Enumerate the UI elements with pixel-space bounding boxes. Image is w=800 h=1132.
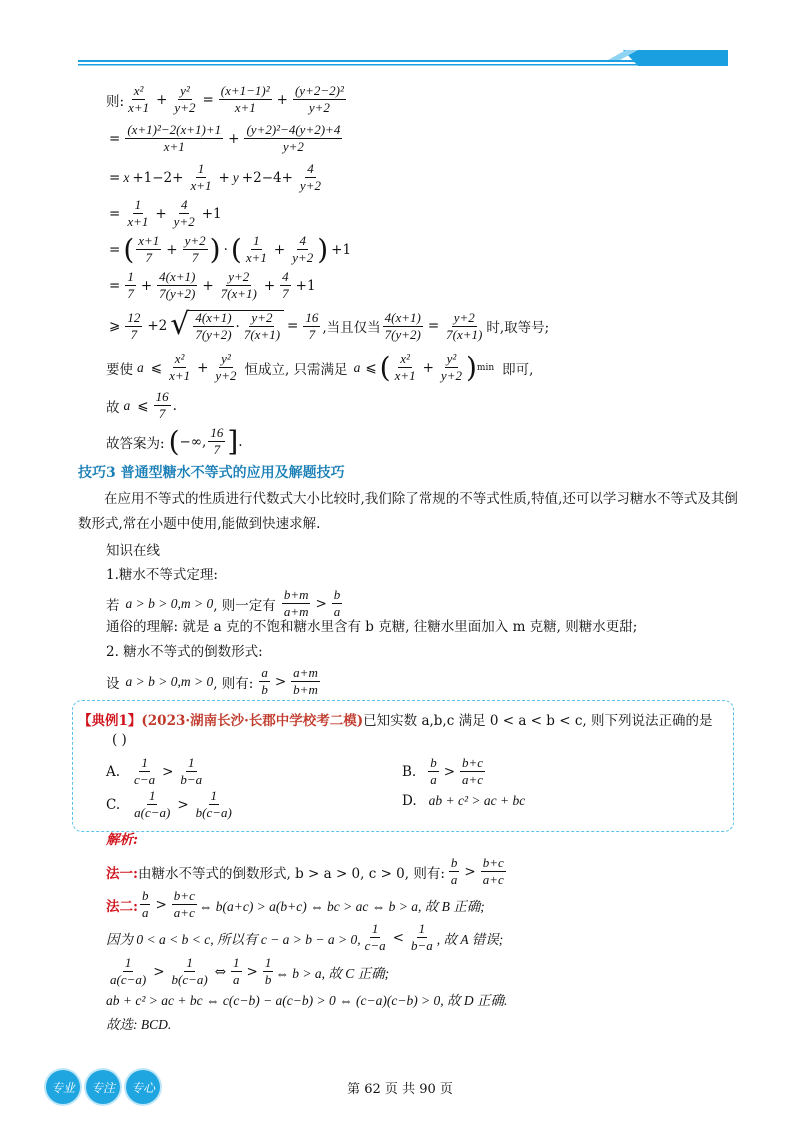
- option-c-letter: C.: [106, 796, 121, 813]
- need-end: 即可,: [502, 361, 534, 378]
- math-line-9: 故 a ⩽ $\frac{16}{7}$ .: [106, 389, 177, 421]
- option-d-letter: D.: [402, 793, 417, 809]
- theorem-pre: 若: [106, 597, 120, 614]
- badge-2: 专注: [86, 1070, 120, 1104]
- reciprocal-mid: , 则有:: [213, 675, 254, 692]
- option-c[interactable]: C. $\frac{1}{a(c-a)}$ > $\frac{1}{b(c-a)}$: [106, 788, 232, 820]
- solution-step-4: $\frac{1}{a(c-a)}$ > $\frac{1}{b(c-a)}$ ⇔ $\frac{1}{a}$ > $\frac{1}{b}$ ⇔ b > a, 故 C 正确;: [110, 955, 390, 987]
- theorem-line: 若 a > b > 0,m > 0 , 则一定有 $\frac{b+m}{a+m}$ > $\frac{b}{a}$: [106, 587, 341, 619]
- then-label: 则:: [106, 93, 125, 110]
- step-3-tail: , 故 A 错误;: [436, 931, 504, 947]
- step-3-pre: 因为 0 < a < b < c, 所以有 c − a > b − a > 0,: [106, 931, 361, 947]
- example-tag: 【典例1】: [78, 713, 142, 729]
- method-1-text: 由糖水不等式的倒数形式, b > a > 0, c > 0, 则有:: [137, 865, 445, 882]
- equality-condition-label: ,当且仅当: [322, 320, 381, 336]
- equality-end-label: 时,取等号;: [486, 320, 550, 336]
- method-2-tail: ⇔ b(a+c) > a(b+c) ⇔ bc > ac ⇔ b > a, 故 B 正确;: [198, 898, 485, 914]
- option-d[interactable]: [402, 793, 525, 809]
- solution-method-2: 法二: $\frac{b}{a}$ > $\frac{b+c}{a+c}$ ⇔ b(a+c) > a(b+c) ⇔ bc > ac ⇔ b > a, 故 B 正确;: [106, 888, 485, 920]
- math-line-7: ⩾ $\frac{12}{7}$ +2 √ $\frac{4(x+1)}{7(y+2)}$ · $\frac{y+2}{7(x+1)}$ = $\frac{16}{7}$ ,当且仅当 $\frac{4(x+1)}{7(y+2)}$ = $\frac{y+2}{7(x+1)}$ 时,取等号;: [109, 307, 550, 342]
- solution-method-1: 法一: 由糖水不等式的倒数形式, b > a > 0, c > 0, 则有: $\frac{b}{a}$ > $\frac{b+c}{a+c}$: [106, 855, 504, 887]
- example-question: 已知实数 a,b,c 满足 0 < a < b < c, 则下列说法正确的是: [363, 713, 713, 729]
- need-pre: 要使: [106, 361, 133, 378]
- section-heading: 技巧3 普通型糖水不等式的应用及解题技巧: [78, 465, 345, 481]
- option-b[interactable]: B. $\frac{b}{a}$ > $\frac{b+c}{a+c}$: [402, 755, 484, 787]
- plain-explanation: 通俗的理解: 就是 a 克的不饱和糖水里含有 b 克糖, 往糖水里面加入 m 克糖, 则糖水更甜;: [106, 619, 638, 635]
- option-d-text: ab + c² > ac + bc: [428, 793, 526, 808]
- example-source: (2023·湖南长沙·长郡中学校考二模): [141, 713, 364, 729]
- reciprocal-pre: 设: [106, 675, 120, 692]
- knowledge-label: 知识在线: [106, 543, 160, 559]
- math-line-8: 要使 a ⩽ $\frac{\text{x²}}{x+1}$ + $\frac{\text{y²}}{y+2}$ 恒成立, 只需满足 a ⩽ ( $\frac{\text{x²}}{x+1}$ + $\frac{\text{y²}}{y+2}$ ) min 即可,: [106, 350, 534, 384]
- answer-label: 故答案为:: [106, 435, 165, 452]
- theorem-title: 1.糖水不等式定理:: [106, 567, 218, 583]
- section-intro: 在应用不等式的性质进行代数式大小比较时,我们除了常规的不等式性质,特值,还可以学习糖水不等式及其倒数形式,常在小题中使用,能做到快速求解.: [78, 491, 738, 532]
- reciprocal-line: 设 a > b > 0,m > 0 , 则有: $\frac{a}{b}$ > $\frac{a+m}{b+m}$: [106, 665, 318, 697]
- so-label: 故: [106, 399, 120, 416]
- math-line-6: = $\frac{1}{7}$ + $\frac{4(x+1)}{7(y+2)}$ + $\frac{y+2}{7(x+1)}$ + $\frac{4}{7}$ +1: [109, 269, 316, 301]
- option-a[interactable]: A. $\frac{1}{c-a}$ > $\frac{1}{b-a}$: [106, 755, 203, 787]
- solution-step-5: ab + c² > ac + bc ⇔ c(c−b) − a(c−b) > 0 ⇔ (c−a)(c−b) > 0, 故 D 正确.: [106, 993, 508, 1008]
- reciprocal-title: 2. 糖水不等式的倒数形式:: [106, 644, 263, 660]
- math-line-2: = $\frac{\text{(x+1)²−2(x+1)+1}}{x+1}$ + $\frac{\text{(y+2)²−4(y+2)+4}}{y+2}$: [109, 122, 341, 154]
- option-b-letter: B.: [402, 763, 417, 780]
- math-line-5: = ( $\frac{x+1}{7}$ + $\frac{y+2}{7}$ ) · ( $\frac{1}{x+1}$ + $\frac{4}{y+2}$ ) +1: [109, 232, 352, 266]
- need-mid: 恒成立, 只需满足: [244, 361, 348, 378]
- theorem-mid: , 则一定有: [213, 597, 276, 614]
- badge-3: 专心: [126, 1070, 160, 1104]
- badge-1: 专业: [46, 1070, 80, 1104]
- math-line-4: = $\frac{1}{x+1}$ + $\frac{4}{y+2}$ +1: [109, 197, 222, 229]
- example-paren: ( ): [112, 732, 127, 748]
- step-4-tail: ⇔ b > a, 故 C 正确;: [275, 965, 390, 981]
- math-line-3: = x +1−2+ $\frac{1}{x+1}$ + y +2−4+ $\frac{4}{y+2}$: [109, 161, 321, 193]
- header-bar: [78, 48, 728, 70]
- solution-step-3: 因为 0 < a < b < c, 所以有 c − a > b − a > 0, $\frac{1}{c-a}$ < $\frac{1}{b-a}$ , 故 A 错误;: [106, 921, 504, 953]
- math-line-10: 故答案为: ( −∞, $\frac{16}{7}$ ] .: [106, 424, 243, 458]
- page-number: 第 62 页 共 90 页: [347, 1082, 453, 1097]
- method-1-label: 法一:: [106, 865, 138, 882]
- option-a-letter: A.: [106, 763, 121, 780]
- solution-title: 解析:: [106, 832, 138, 848]
- example-stem: [78, 709, 712, 729]
- math-line-1: 则: $\frac{\text{x²}}{x+1}$ + $\frac{\text{y²}}{y+2}$ = $\frac{\text{(x+1−1)²}}{x+1}$ + $\frac{\text{(y+2−2)²}}{y+2}$: [106, 83, 344, 115]
- method-2-label: 法二:: [106, 898, 138, 915]
- solution-step-6: 故选: BCD.: [106, 1017, 172, 1032]
